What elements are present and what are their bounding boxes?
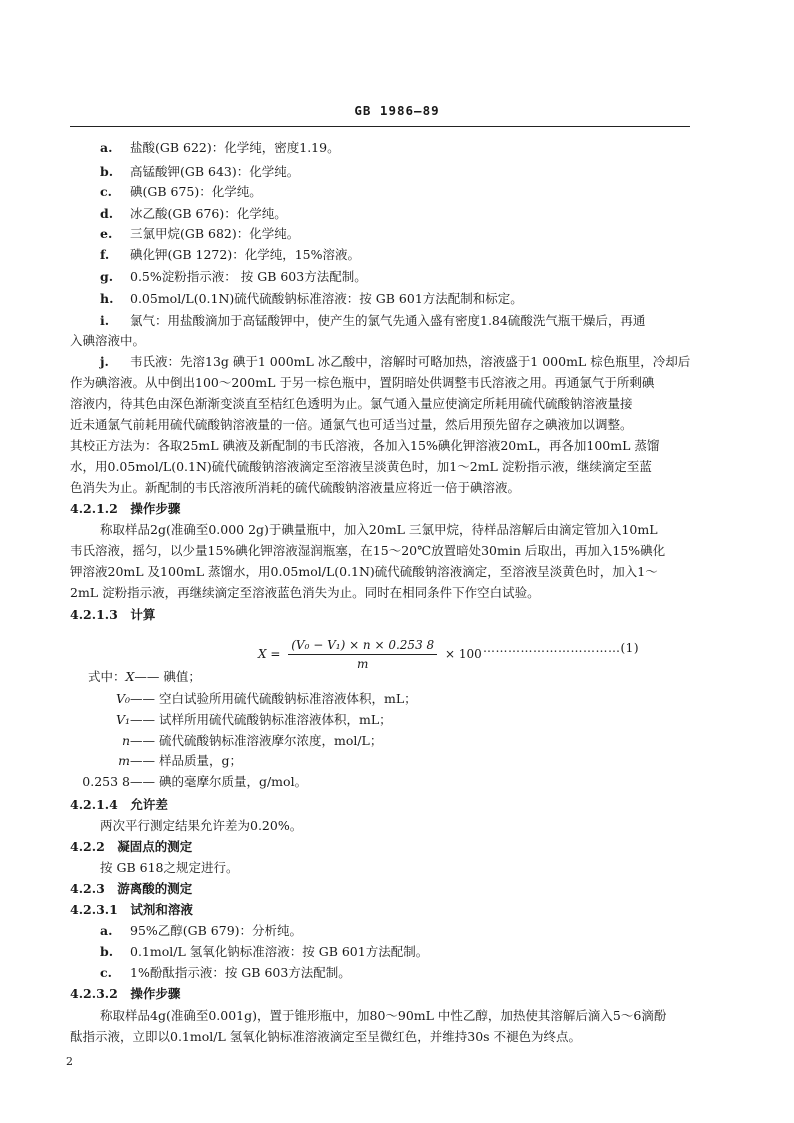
- variable-symbol: V₀: [115, 691, 130, 706]
- item-label: e.: [100, 226, 113, 241]
- item-text: 0.05mol/L(0.1N)硫代硫酸钠标准溶液：按 GB 601方法配制和标定。: [130, 291, 523, 306]
- paragraph-line: 溶液内，待其色由深色渐渐变淡直至桔红色透明为止。氯气通入量应使滴定所耗用硫代硫酸钠溶液量接: [70, 396, 633, 411]
- item-text: 韦氏液：先溶13g 碘于1 000mL 冰乙酸中，溶解时可略加热，溶液盛于1 000mL 棕色瓶里，冷却后: [130, 354, 691, 369]
- item-text: 冰乙酸(GB 676)：化学纯。: [130, 206, 287, 221]
- item-label: a.: [100, 140, 113, 155]
- list-item: [100, 290, 523, 307]
- paragraph-line: [100, 312, 645, 329]
- item-text: 95%乙醇(GB 679)：分析纯。: [130, 923, 303, 938]
- iodine-value-formula: [258, 638, 482, 671]
- paragraph-line: 入碘溶液中。: [70, 333, 146, 348]
- paragraph-line: 色消失为止。新配制的韦氏溶液所消耗的硫代硫酸钠溶液量应将近一倍于碘溶液。: [70, 480, 521, 495]
- paragraph-line: 韦氏溶液，摇匀，以少量15%碘化钾溶液湿润瓶塞，在15～20℃放置暗处30min 后取出，再加入15%碘化: [70, 543, 666, 558]
- item-text: 0.5%淀粉指示液： 按 GB 603方法配制。: [130, 269, 367, 284]
- variable-desc: —— 空白试验所用硫代硫酸钠标准溶液体积，mL；: [130, 691, 417, 706]
- section-heading: 4.2.3 游离酸的测定: [70, 881, 193, 896]
- list-item: [100, 268, 367, 285]
- formula-denominator: m: [357, 657, 369, 671]
- variable-symbol: n: [121, 733, 130, 748]
- item-label: g.: [100, 269, 114, 284]
- paragraph-line: 其校正方法为：各取25mL 碘液及新配制的韦氏溶液，各加入15%碘化钾溶液20mL，再各加100mL 蒸馏: [70, 438, 660, 453]
- where-intro: 式中：: [88, 669, 126, 684]
- section-heading: 4.2.1.3 计算: [70, 607, 156, 622]
- formula-tail: × 100: [444, 647, 482, 661]
- variable-line: [70, 732, 382, 749]
- variable-symbol: 0.253 8: [82, 774, 130, 789]
- paragraph-line: 酞指示液，立即以0.1mol/L 氢氧化钠标准溶液滴定至呈微红色，并维持30s 不褪色为终点。: [70, 1029, 582, 1044]
- item-text: 高锰酸钾(GB 643)：化学纯。: [130, 164, 300, 179]
- variable-desc: —— 碘的毫摩尔质量，g/mol。: [130, 774, 308, 789]
- list-item: [100, 964, 351, 981]
- standard-code-header: GB 1986—89: [354, 103, 440, 118]
- item-text: 1%酚酞指示液：按 GB 603方法配制。: [130, 965, 351, 980]
- section-heading: 4.2.1.4 允许差: [70, 797, 168, 812]
- formula-numerator: (V₀ − V₁) × n × 0.253 8: [288, 638, 437, 655]
- section-heading: 4.2.3.2 操作步骤: [70, 986, 181, 1001]
- variable-symbol: X: [125, 669, 135, 684]
- item-label: i.: [100, 313, 110, 328]
- formula-lhs: X =: [258, 647, 281, 661]
- item-label: b.: [100, 164, 114, 179]
- variable-line: [70, 711, 392, 728]
- paragraph-line: 称取样品4g(准确至0.001g)，置于锥形瓶中，加80～90mL 中性乙醇，加热使其溶解后滴入5～6滴酚: [100, 1008, 667, 1023]
- paragraph-line: 按 GB 618之规定进行。: [100, 860, 239, 875]
- variable-symbol: m: [118, 753, 130, 768]
- item-label: c.: [100, 965, 112, 980]
- variable-desc: —— 硫代硫酸钠标准溶液摩尔浓度，mol/L；: [130, 733, 383, 748]
- list-item: [100, 183, 262, 200]
- where-line: [88, 668, 201, 685]
- variable-desc: —— 试样所用硫代硫酸钠标准溶液体积，mL；: [130, 712, 392, 727]
- paragraph-line: 作为碘溶液。从中倒出100～200mL 于另一棕色瓶中，置阴暗处供调整韦氏溶液之用。再通氯气于所剩碘: [70, 375, 655, 390]
- item-label: b.: [100, 944, 114, 959]
- variable-line: [70, 752, 242, 769]
- item-label: h.: [100, 291, 114, 306]
- item-text: 盐酸(GB 622)：化学纯，密度1.19。: [130, 140, 340, 155]
- paragraph-line: 近未通氯气前耗用硫代硫酸钠溶液量的一倍。通氯气也可适当过量，然后用预先留存之碘液加以调整。: [70, 417, 633, 432]
- variable-symbol: V₁: [115, 712, 130, 727]
- list-item: [100, 139, 340, 156]
- list-item: [100, 246, 360, 263]
- paragraph-line: 两次平行测定结果允许差为0.20%。: [100, 818, 303, 833]
- item-label: f.: [100, 247, 110, 262]
- variable-line: [20, 773, 307, 790]
- item-label: d.: [100, 206, 114, 221]
- list-item: [100, 163, 299, 180]
- item-text: 氯气：用盐酸滴加于高锰酸钾中，使产生的氯气先通入盛有密度1.84硫酸洗气瓶干燥后，再通: [130, 313, 646, 328]
- variable-desc: —— 样品质量，g；: [130, 753, 242, 768]
- page-number: 2: [66, 1055, 73, 1068]
- paragraph-line: 钾溶液20mL 及100mL 蒸馏水，用0.05mol/L(0.1N)硫代硫酸钠溶液滴定，至溶液呈淡黄色时，加入1～: [70, 564, 658, 579]
- paragraph-line: 称取样品2g(准确至0.000 2g)于碘量瓶中，加入20mL 三氯甲烷，待样品溶解后由滴定管加入10mL: [100, 522, 658, 537]
- item-text: 碘化钾(GB 1272)：化学纯，15%溶液。: [130, 247, 360, 262]
- variable-desc: —— 碘值；: [134, 669, 201, 684]
- item-text: 0.1mol/L 氢氧化钠标准溶液：按 GB 601方法配制。: [130, 944, 429, 959]
- section-heading: 4.2.3.1 试剂和溶液: [70, 902, 193, 917]
- equation-number: ……………………………(1): [483, 641, 639, 655]
- paragraph-line: 水，用0.05mol/L(0.1N)硫代硫酸钠溶液滴定至溶液呈淡黄色时，加1～2mL 淀粉指示液，继续滴定至蓝: [70, 459, 652, 474]
- list-item: [100, 205, 287, 222]
- list-item: [100, 225, 299, 242]
- item-label: c.: [100, 184, 112, 199]
- item-text: 碘(GB 675)：化学纯。: [130, 184, 262, 199]
- paragraph-line: 2mL 淀粉指示液，再继续滴定至溶液蓝色消失为止。同时在相同条件下作空白试验。: [70, 585, 540, 600]
- section-heading: 4.2.2 凝固点的测定: [70, 839, 193, 854]
- header-rule: [70, 126, 690, 127]
- list-item: [100, 943, 428, 960]
- item-label: j.: [100, 354, 109, 369]
- paragraph-line: [100, 353, 690, 370]
- variable-line: [70, 690, 417, 707]
- item-label: a.: [100, 923, 113, 938]
- item-text: 三氯甲烷(GB 682)：化学纯。: [130, 226, 300, 241]
- section-heading: 4.2.1.2 操作步骤: [70, 501, 181, 516]
- list-item: [100, 922, 302, 939]
- formula-fraction: [288, 638, 437, 671]
